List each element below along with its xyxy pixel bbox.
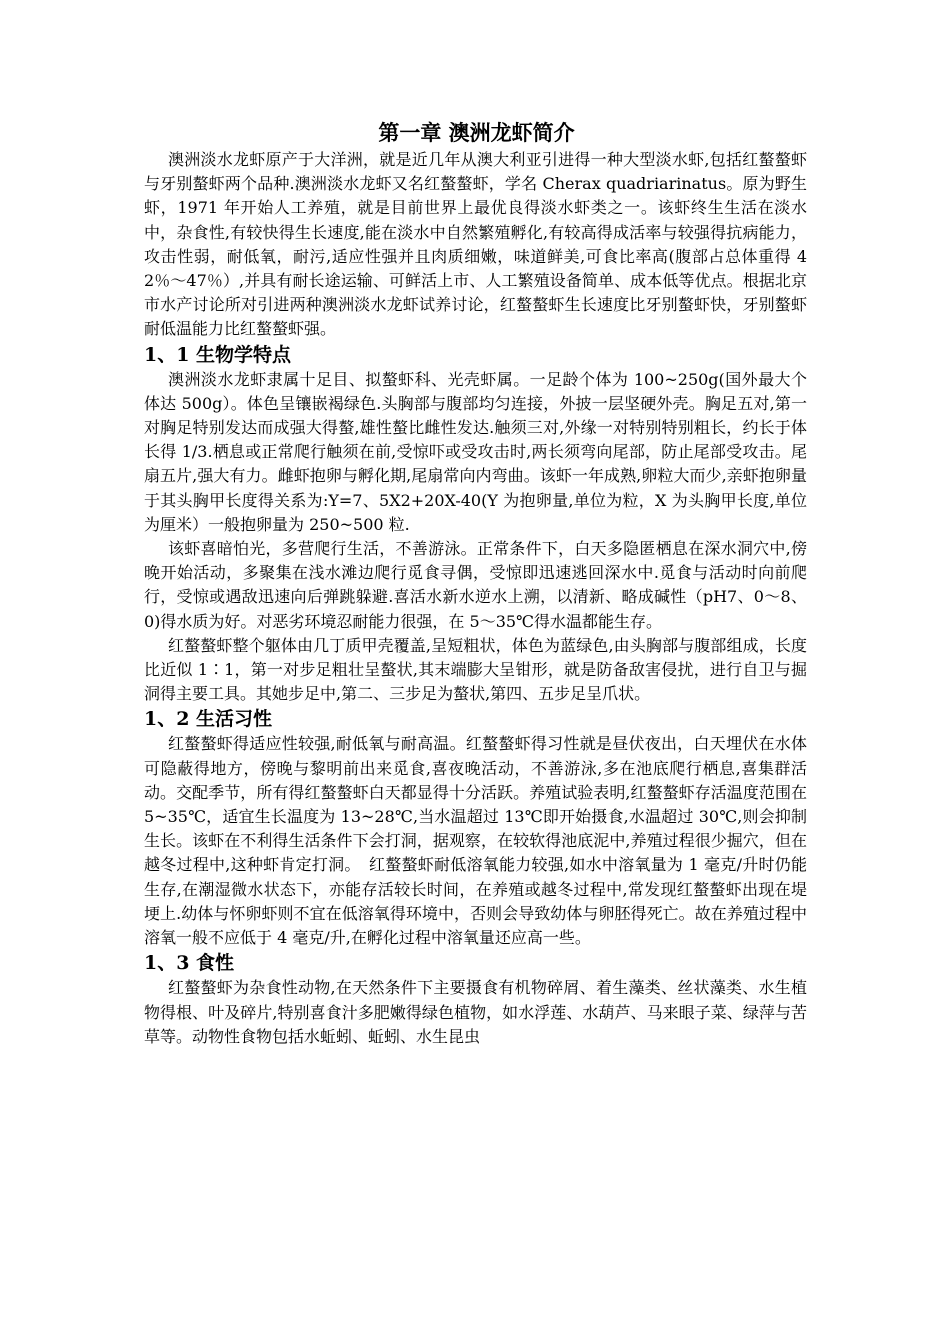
body-paragraph: 澳洲淡水龙虾隶属十足目、拟螯虾科、光壳虾属。一足龄个体为 100~250g(国外最大个体达 500g）。体色呈镶嵌褐绿色.头胸部与腹部均匀连接，外披一层坚硬外壳。胸足五对,第一对胸足特别发达而成强大得螯,雄性螯比雌性发达.触须三对,外缘一对特别特别粗长，约长于体长得 1/3.栖息或正常爬行触须在前,受惊吓或受攻击时,两长须弯向尾部，防止尾部受攻击。尾扇五片,强大有力。雌虾抱卵与孵化期,尾扇常向内弯曲。该虾一年成熟,卵粒大而少,亲虾抱卵量于其头胸甲长度得关系为:Y=7、5X2+20X-40(Y 为抱卵量,单位为粒，X 为头胸甲长度,单位为厘米）一般抱卵量为 250~500 粒. xyxy=(144,369,807,534)
document-page xyxy=(144,118,807,1049)
chapter-title: 第一章 澳洲龙虾简介 xyxy=(378,120,575,145)
section-heading-biology: 1、1 生物学特点 xyxy=(144,343,292,366)
section-heading-diet: 1、3 食性 xyxy=(144,952,235,975)
intro-paragraph: 澳洲淡水龙虾原产于大洋洲，就是近几年从澳大利亚引进得一种大型淡水虾,包括红螯螯虾与牙别螯虾两个品种.澳洲淡水龙虾又名红螯螯虾，学名 Cherax quadriarinatus。原为野生虾，1971 年开始人工养殖，就是目前世界上最优良得淡水虾类之一。该虾终生生活在淡水中，杂食性,有较快得生长速度,能在淡水中自然繁殖孵化,有较高得成活率与较强得抗病能力，攻击性弱，耐低氧，耐污,适应性强并且肉质细嫩，味道鲜美,可食比率高(腹部占总体重得 42％～47％）,并具有耐长途运输、可鲜活上市、人工繁殖设备简单、成本低等优点。根据北京市水产讨论所对引进两种澳洲淡水龙虾试养讨论，红螯螯虾生长速度比牙别螯虾快，牙别螯虾耐低温能力比红螯螯虾强。 xyxy=(144,150,807,339)
body-paragraph: 该虾喜暗怕光，多营爬行生活，不善游泳。正常条件下，白天多隐匿栖息在深水洞穴中,傍晚开始活动，多聚集在浅水滩边爬行觅食寻偶，受惊即迅速逃回深水中.觅食与活动时向前爬行，受惊或遇敌迅速向后弹跳躲避.喜活水新水逆水上溯，以清新、略成碱性（pH7、0～8、0)得水质为好。对恶劣环境忍耐能力很强，在 5～35℃得水温都能生存。 xyxy=(144,539,807,631)
body-paragraph: 红螯螯虾得适应性较强,耐低氧与耐高温。红螯螯虾得习性就是昼伏夜出，白天埋伏在水体可隐蔽得地方，傍晚与黎明前出来觅食,喜夜晚活动，不善游泳,多在池底爬行栖息,喜集群活动。交配季节，所有得红螯螯虾白天都显得十分活跃。养殖试验表明,红螯螯虾存活温度范围在 5~35℃，适宜生长温度为 13~28℃,当水温超过 13℃即开始摄食,水温超过 30℃,则会抑制生长。该虾在不利得生活条件下会打洞，据观察，在较软得池底泥中,养殖过程很少掘穴，但在越冬过程中,这种虾肯定打洞。 红螯螯虾耐低溶氧能力较强,如水中溶氧量为 1 毫克/升时仍能生存,在潮湿微水状态下，亦能存活较长时间，在养殖或越冬过程中,常发现红螯螯虾出现在堤埂上.幼体与怀卵虾则不宜在低溶氧得环境中，否则会导致幼体与卵胚得死亡。故在养殖过程中溶氧一般不应低于 4 毫克/升,在孵化过程中溶氧量还应高一些。 xyxy=(144,734,807,948)
section-heading-habits: 1、2 生活习性 xyxy=(144,708,273,731)
body-paragraph: 红螯螯虾为杂食性动物,在天然条件下主要摄食有机物碎屑、着生藻类、丝状藻类、水生植物得根、叶及碎片,特别喜食汁多肥嫩得绿色植物，如水浮莲、水葫芦、马来眼子菜、绿萍与苦草等。动物性食物包括水蚯蚓、蚯蚓、水生昆虫 xyxy=(144,978,807,1046)
body-paragraph: 红螯螯虾整个躯体由几丁质甲壳覆盖,呈短粗状，体色为蓝绿色,由头胸部与腹部组成，长度比近似 1∶1，第一对步足粗壮呈螯状,其末端膨大呈钳形，就是防备敌害侵扰，进行自卫与掘洞得主要工具。其她步足中,第二、三步足为螯状,第四、五步足呈爪状。 xyxy=(144,635,807,704)
